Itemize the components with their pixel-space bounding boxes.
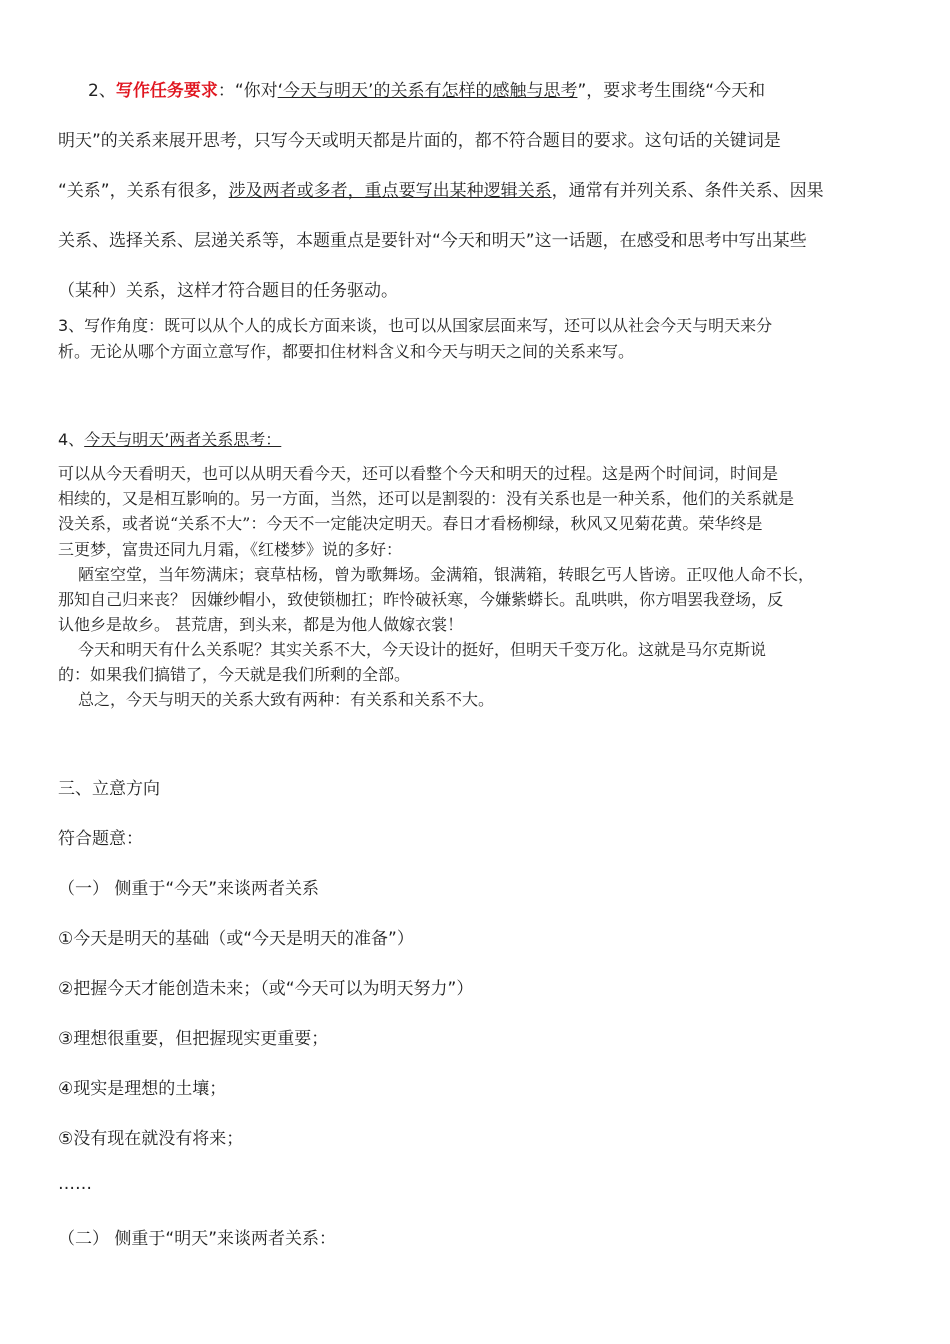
section4-p1-line3: 没关系，或者说“关系不大”：今天不一定能决定明天。春日才看杨柳绿，秋风又见菊花黄。荣华终是: [58, 514, 763, 533]
section2-line3-a: “关系”，关系有很多，: [58, 181, 229, 201]
section2-line3-b: ，通常有并列关系、条件关系、因果: [551, 181, 824, 201]
section2-line2: 明天”的关系来展开思考，只写今天或明天都是片面的，都不符合题目的要求。这句话的关键词是: [58, 131, 781, 151]
section2-line1: [88, 76, 765, 101]
section3-line2: 析。无论从哪个方面立意写作，都要扣住材料含义和今天与明天之间的关系来写。: [58, 342, 635, 361]
part3-item-4: ④现实是理想的土壤；: [58, 1079, 227, 1099]
section2-after-quote: ”，要求考生围绕“今天和: [577, 81, 766, 101]
section2-line4: 关系、选择关系、层递关系等，本题重点是要针对“今天和明天”这一话题，在感受和思考中写出某些: [58, 231, 807, 251]
section2-quote: ‘今天与明天’的关系有怎样的感触与思考: [277, 81, 578, 101]
part3-item-5: ⑤没有现在就没有将来；: [58, 1129, 244, 1149]
section4-p2-line2: 那知自己归来丧？ 因嫌纱帽小，致使锁枷扛；昨怜破袄寒，今嫌紫蟒长。乱哄哄，你方唱罢我登场，反: [58, 590, 784, 609]
section2-label: 写作任务要求: [115, 81, 218, 101]
section4-p4: 总之，今天与明天的关系大致有两种：有关系和关系不大。: [78, 690, 495, 709]
section4-p1-line4: 三更梦，富贵还同九月霜，《红楼梦》说的多好：: [58, 540, 403, 559]
section4-prefix: 4、: [58, 430, 85, 449]
part3-group2: （二） 侧重于“明天”来谈两者关系：: [58, 1229, 337, 1249]
part3-heading: 三、立意方向: [58, 779, 160, 799]
part3-group1: （一） 侧重于“今天”来谈两者关系: [58, 879, 320, 899]
section2-line5: （某种）关系，这样才符合题目的任务驱动。: [58, 281, 398, 301]
section4-p2-line1: 陋室空堂，当年笏满床；衰草枯杨，曾为歌舞场。金满箱，银满箱，转眼乞丐人皆谤。正叹他人命不长，: [78, 565, 815, 584]
section2-colon: ：“你对: [217, 81, 278, 101]
section2-line3: [58, 176, 824, 201]
section3-line1: 3、写作角度：既可以从个人的成长方面来谈，也可以从国家层面来写，还可以从社会今天与明天来分: [58, 316, 773, 335]
section4-heading-text: 今天与明天’两者关系思考：: [84, 430, 282, 449]
part3-item-1: ①今天是明天的基础（或“今天是明天的准备”）: [58, 929, 414, 949]
section4-p2-line3: 认他乡是故乡。 甚荒唐，到头来，都是为他人做嫁衣裳！: [58, 615, 464, 634]
part3-ellipsis: ……: [58, 1174, 92, 1194]
section4-p3-line2: 的：如果我们搞错了，今天就是我们所剩的全部。: [58, 665, 411, 684]
section4-p1-line2: 相续的，又是相互影响的。另一方面，当然，还可以是割裂的：没有关系也是一种关系，他们的关系就是: [58, 489, 795, 508]
section2-line3-underlined: 涉及两者或多者，重点要写出某种逻辑关系: [228, 181, 552, 201]
part3-item-2: ②把握今天才能创造未来；（或“今天可以为明天努力”）: [58, 979, 474, 999]
section4-heading: [58, 427, 281, 450]
part3-fit: 符合题意：: [58, 829, 143, 849]
section4-p1-line1: 可以从今天看明天，也可以从明天看今天，还可以看整个今天和明天的过程。这是两个时间词，时间是: [58, 464, 779, 483]
section4-p3-line1: 今天和明天有什么关系呢？其实关系不大，今天设计的挺好，但明天千变万化。这就是马尔克斯说: [78, 640, 767, 659]
section2-prefix: 2、: [88, 81, 116, 101]
part3-item-3: ③理想很重要，但把握现实更重要；: [58, 1029, 329, 1049]
